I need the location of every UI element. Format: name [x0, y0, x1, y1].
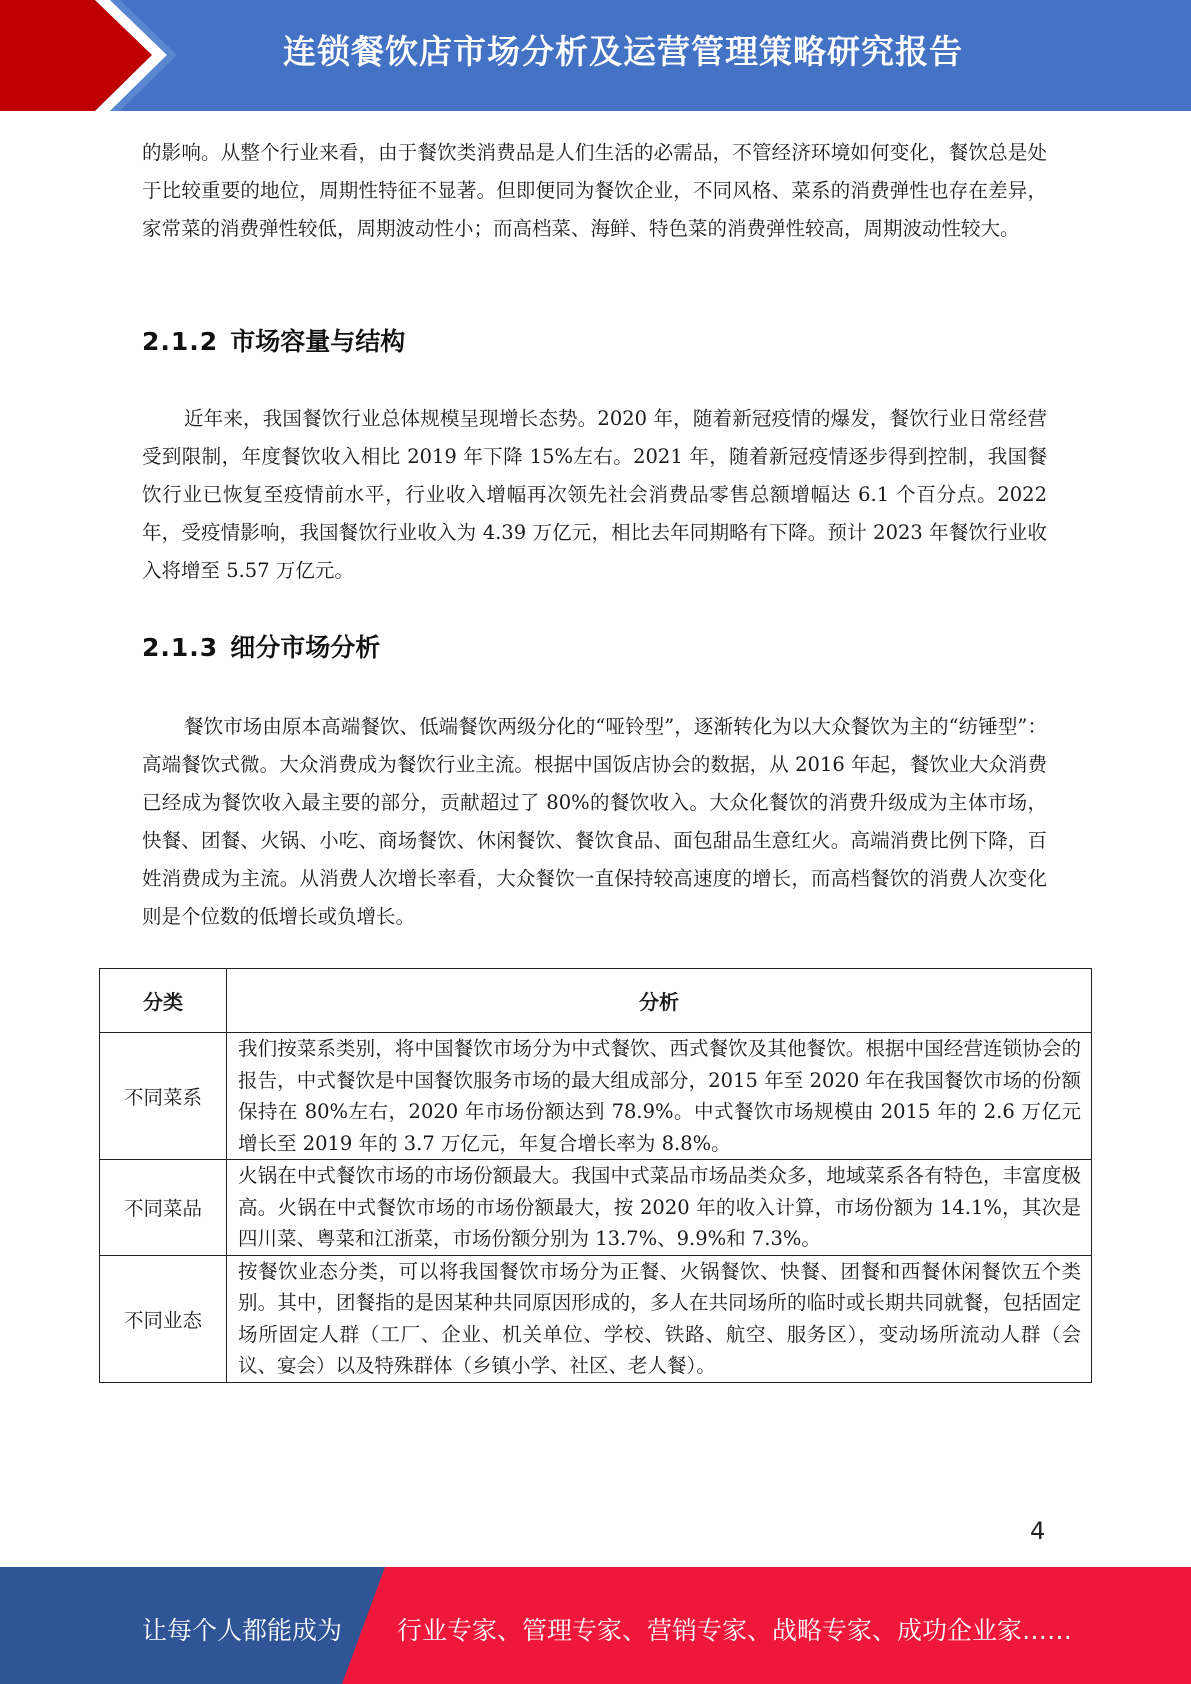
footer-slogan-right: 行业专家、管理专家、营销专家、战略专家、成功企业家……: [397, 1616, 1073, 1645]
analysis-cell: 我们按菜系类别，将中国餐饮市场分为中式餐饮、西式餐饮及其他餐饮。根据中国经营连锁协会的报告，中式餐饮是中国餐饮服务市场的最大组成部分，2015 年至 2020 年在我国餐饮市场的份额保持在 80%左右，2020 年市场份额达到 78.9%。中式餐饮市场规模由 2015 年的 2.6 万亿元增长至 2019 年的 3.7 万亿元，年复合增长率为 8.8%。: [227, 1033, 1092, 1160]
page-number: 4: [1030, 1517, 1046, 1545]
category-cell: 不同业态: [100, 1255, 227, 1382]
table-header-row: [100, 969, 1092, 1033]
footer-slogan-left: 让每个人都能成为: [142, 1616, 343, 1645]
page-header: [0, 0, 1191, 111]
column-header-category: 分类: [100, 969, 227, 1033]
table-row: [100, 1033, 1092, 1160]
table-row: [100, 1255, 1092, 1382]
report-title: 连锁餐饮店市场分析及运营管理策略研究报告: [283, 32, 963, 71]
analysis-cell: 火锅在中式餐饮市场的市场份额最大。我国中式菜品市场品类众多，地域菜系各有特色，丰富度极高。火锅在中式餐饮市场的市场份额最大，按 2020 年的收入计算，市场份额为 14.1%，其次是四川菜、粤菜和江浙菜，市场份额分别为 13.7%、9.9%和 7.3%。: [227, 1160, 1092, 1256]
analysis-cell: 按餐饮业态分类，可以将我国餐饮市场分为正餐、火锅餐饮、快餐、团餐和西餐休闲餐饮五个类别。其中，团餐指的是因某种共同原因形成的，多人在共同场所的临时或长期共同就餐，包括固定场所固定人群（工厂、企业、机关单位、学校、铁路、航空、服务区），变动场所流动人群（会议、宴会）以及特殊群体（乡镇小学、社区、老人餐）。: [227, 1255, 1092, 1382]
segment-analysis-table: [99, 968, 1092, 1383]
intro-paragraph: 的影响。从整个行业来看，由于餐饮类消费品是人们生活的必需品，不管经济环境如何变化，餐饮总是处于比较重要的地位，周期性特征不显著。但即便同为餐饮企业，不同风格、菜系的消费弹性也存在差异，家常菜的消费弹性较低，周期波动性小；而高档菜、海鲜、特色菜的消费弹性较高，周期波动性较大。: [142, 141, 1047, 240]
column-header-analysis: 分析: [227, 969, 1092, 1033]
section-number: 2.1.2: [142, 327, 219, 356]
market-capacity-paragraph: 近年来，我国餐饮行业总体规模呈现增长态势。2020 年，随着新冠疫情的爆发，餐饮行业日常经营受到限制，年度餐饮收入相比 2019 年下降 15%左右。2021 年，随着新冠疫情逐步得到控制，我国餐饮行业已恢复至疫情前水平，行业收入增幅再次领先社会消费品零售总额增幅达 6.1 个百分点。2022 年，受疫情影响，我国餐饮行业收入为 4.39 万亿元，相比去年同期略有下降。预计 2023 年餐饮行业收入将增至 5.57 万亿元。: [142, 407, 1047, 582]
section-number: 2.1.3: [142, 633, 219, 662]
page-footer: [0, 1567, 1191, 1684]
section-title: 细分市场分析: [230, 633, 381, 662]
category-cell: 不同菜品: [100, 1160, 227, 1256]
section-heading-2-1-2: [142, 322, 405, 358]
section-heading-2-1-3: [142, 628, 380, 664]
segment-analysis-paragraph: 餐饮市场由原本高端餐饮、低端餐饮两级分化的“哑铃型”，逐渐转化为以大众餐饮为主的“纺锤型”：高端餐饮式微。大众消费成为餐饮行业主流。根据中国饭店协会的数据，从 2016 年起，餐饮业大众消费已经成为餐饮收入最主要的部分，贡献超过了 80%的餐饮收入。大众化餐饮的消费升级成为主体市场，快餐、团餐、火锅、小吃、商场餐饮、休闲餐饮、餐饮食品、面包甜品生意红火。高端消费比例下降，百姓消费成为主流。从消费人次增长率看，大众餐饮一直保持较高速度的增长，而高档餐饮的消费人次变化则是个位数的低增长或负增长。: [142, 715, 1047, 928]
category-cell: 不同菜系: [100, 1033, 227, 1160]
section-title: 市场容量与结构: [230, 327, 406, 356]
table-row: [100, 1160, 1092, 1256]
